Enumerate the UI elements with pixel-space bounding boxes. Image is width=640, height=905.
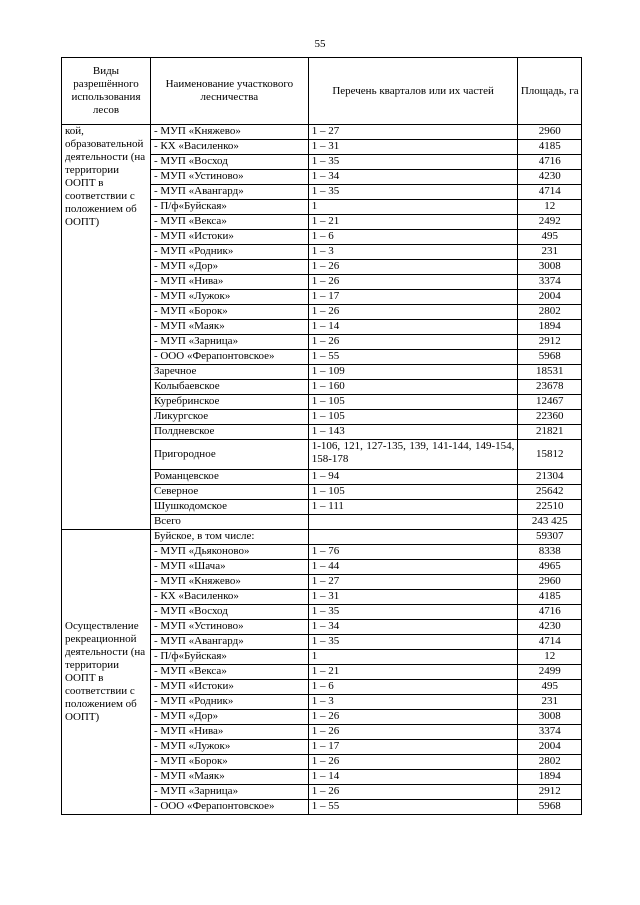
area-cell: 8338	[518, 545, 582, 560]
quarters-cell: 1-106, 121, 127-135, 139, 141-144, 149-154, 158-178	[308, 440, 518, 470]
forestry-cell: - МУП «Родник»	[150, 245, 308, 260]
forestry-cell: - МУП «Истоки»	[150, 680, 308, 695]
area-cell: 25642	[518, 485, 582, 500]
forestry-cell: - МУП «Восход	[150, 155, 308, 170]
forestry-cell: - МУП «Борок»	[150, 305, 308, 320]
area-cell: 3008	[518, 260, 582, 275]
quarters-cell: 1 – 26	[308, 785, 518, 800]
area-cell: 2004	[518, 290, 582, 305]
forestry-cell: - МУП «Нива»	[150, 725, 308, 740]
forestry-cell: - МУП «Шача»	[150, 560, 308, 575]
use-type-cell: кой, образовательной деятельности (на территории ООПТ в соответствии с положением об ООПТ)	[62, 125, 151, 530]
quarters-cell: 1 – 105	[308, 410, 518, 425]
quarters-cell: 1 – 35	[308, 155, 518, 170]
area-cell: 4185	[518, 140, 582, 155]
quarters-cell: 1 – 35	[308, 185, 518, 200]
forestry-cell: - МУП «Маяк»	[150, 320, 308, 335]
area-cell: 4714	[518, 185, 582, 200]
quarters-cell: 1 – 26	[308, 305, 518, 320]
quarters-cell: 1 – 44	[308, 560, 518, 575]
quarters-cell: 1 – 17	[308, 290, 518, 305]
quarters-cell: 1 – 105	[308, 395, 518, 410]
quarters-cell: 1 – 109	[308, 365, 518, 380]
forestry-cell: - КХ «Василенко»	[150, 140, 308, 155]
quarters-cell: 1 – 26	[308, 710, 518, 725]
quarters-cell: 1 – 111	[308, 500, 518, 515]
area-cell: 15812	[518, 440, 582, 470]
area-cell: 4965	[518, 560, 582, 575]
area-cell: 231	[518, 245, 582, 260]
forestry-cell: - МУП «Зарница»	[150, 785, 308, 800]
forestry-cell: - МУП «Восход	[150, 605, 308, 620]
area-cell: 2492	[518, 215, 582, 230]
area-cell: 18531	[518, 365, 582, 380]
forestry-cell: Буйское, в том числе:	[150, 530, 308, 545]
area-cell: 5968	[518, 350, 582, 365]
area-cell: 2960	[518, 575, 582, 590]
forestry-cell: - ООО «Ферапонтовское»	[150, 350, 308, 365]
area-cell: 12	[518, 200, 582, 215]
quarters-cell: 1 – 14	[308, 320, 518, 335]
area-cell: 2912	[518, 785, 582, 800]
table-row	[62, 125, 582, 140]
area-cell: 4230	[518, 170, 582, 185]
quarters-cell: 1 – 3	[308, 245, 518, 260]
quarters-cell: 1	[308, 200, 518, 215]
forestry-cell: - МУП «Родник»	[150, 695, 308, 710]
area-cell: 59307	[518, 530, 582, 545]
quarters-cell: 1 – 35	[308, 605, 518, 620]
quarters-cell: 1 – 6	[308, 230, 518, 245]
quarters-cell: 1 – 26	[308, 755, 518, 770]
quarters-cell: 1 – 143	[308, 425, 518, 440]
quarters-cell: 1 – 31	[308, 590, 518, 605]
quarters-cell: 1 – 34	[308, 170, 518, 185]
forestry-cell: - МУП «Княжево»	[150, 575, 308, 590]
forestry-cell: - МУП «Устиново»	[150, 170, 308, 185]
forestry-cell: Куребринское	[150, 395, 308, 410]
quarters-cell: 1 – 27	[308, 575, 518, 590]
area-cell: 2499	[518, 665, 582, 680]
quarters-cell: 1 – 26	[308, 275, 518, 290]
quarters-cell: 1 – 55	[308, 800, 518, 815]
area-cell: 21821	[518, 425, 582, 440]
quarters-cell	[308, 530, 518, 545]
area-cell: 3374	[518, 725, 582, 740]
quarters-cell: 1 – 6	[308, 680, 518, 695]
header-use: Виды разрешённого использования лесов	[62, 58, 151, 125]
area-cell: 12	[518, 650, 582, 665]
forestry-cell: - П/ф«Буйская»	[150, 200, 308, 215]
forestry-cell: - МУП «Векса»	[150, 215, 308, 230]
quarters-cell: 1 – 27	[308, 125, 518, 140]
area-cell: 21304	[518, 470, 582, 485]
header-forestry: Наименование участкового лесничества	[150, 58, 308, 125]
area-cell: 2802	[518, 305, 582, 320]
area-cell: 3374	[518, 275, 582, 290]
header-area: Площадь, га	[518, 58, 582, 125]
forestry-cell: Северное	[150, 485, 308, 500]
forestry-cell: Всего	[150, 515, 308, 530]
forestry-cell: - МУП «Княжево»	[150, 125, 308, 140]
quarters-cell: 1 – 26	[308, 260, 518, 275]
quarters-cell: 1 – 26	[308, 725, 518, 740]
quarters-cell: 1 – 94	[308, 470, 518, 485]
area-cell: 22510	[518, 500, 582, 515]
quarters-cell: 1 – 17	[308, 740, 518, 755]
forestry-cell: - МУП «Дьяконово»	[150, 545, 308, 560]
forestry-cell: - МУП «Истоки»	[150, 230, 308, 245]
forestry-cell: - МУП «Лужок»	[150, 290, 308, 305]
forestry-cell: Шушкодомское	[150, 500, 308, 515]
forestry-table	[61, 57, 582, 815]
forestry-cell: - МУП «Дор»	[150, 710, 308, 725]
quarters-cell	[308, 515, 518, 530]
forestry-cell: - МУП «Нива»	[150, 275, 308, 290]
forestry-cell: - МУП «Лужок»	[150, 740, 308, 755]
quarters-cell: 1 – 14	[308, 770, 518, 785]
forestry-cell: Ликургское	[150, 410, 308, 425]
quarters-cell: 1 – 21	[308, 215, 518, 230]
area-cell: 12467	[518, 395, 582, 410]
header-quarters: Перечень кварталов или их частей	[308, 58, 518, 125]
area-cell: 22360	[518, 410, 582, 425]
forestry-cell: Романцевское	[150, 470, 308, 485]
area-cell: 495	[518, 680, 582, 695]
table-body	[62, 125, 582, 815]
forestry-cell: - МУП «Устиново»	[150, 620, 308, 635]
table-header-row	[62, 58, 582, 125]
area-cell: 1894	[518, 770, 582, 785]
forestry-cell: Пригородное	[150, 440, 308, 470]
quarters-cell: 1 – 21	[308, 665, 518, 680]
area-cell: 4716	[518, 155, 582, 170]
quarters-cell: 1 – 160	[308, 380, 518, 395]
area-cell: 1894	[518, 320, 582, 335]
forestry-cell: - МУП «Маяк»	[150, 770, 308, 785]
table-row	[62, 530, 582, 545]
forestry-cell: - МУП «Зарница»	[150, 335, 308, 350]
forestry-cell: - МУП «Авангард»	[150, 185, 308, 200]
area-cell: 23678	[518, 380, 582, 395]
area-cell: 4230	[518, 620, 582, 635]
forestry-cell: - МУП «Борок»	[150, 755, 308, 770]
use-type-cell: Осуществление рекреационной деятельности (на территории ООПТ в соответствии с положением об ООПТ)	[62, 530, 151, 815]
quarters-cell: 1 – 35	[308, 635, 518, 650]
area-cell: 2004	[518, 740, 582, 755]
forestry-cell: - П/ф«Буйская»	[150, 650, 308, 665]
area-cell: 2912	[518, 335, 582, 350]
area-cell: 3008	[518, 710, 582, 725]
area-cell: 2802	[518, 755, 582, 770]
forestry-cell: Заречное	[150, 365, 308, 380]
forestry-cell: - МУП «Авангард»	[150, 635, 308, 650]
quarters-cell: 1 – 26	[308, 335, 518, 350]
area-cell: 231	[518, 695, 582, 710]
forestry-cell: - МУП «Векса»	[150, 665, 308, 680]
quarters-cell: 1 – 3	[308, 695, 518, 710]
area-cell: 243 425	[518, 515, 582, 530]
quarters-cell: 1 – 31	[308, 140, 518, 155]
forestry-cell: Полдневское	[150, 425, 308, 440]
quarters-cell: 1 – 34	[308, 620, 518, 635]
forestry-cell: - ООО «Ферапонтовское»	[150, 800, 308, 815]
quarters-cell: 1	[308, 650, 518, 665]
forestry-cell: Колыбаевское	[150, 380, 308, 395]
area-cell: 2960	[518, 125, 582, 140]
area-cell: 4185	[518, 590, 582, 605]
forestry-cell: - КХ «Василенко»	[150, 590, 308, 605]
quarters-cell: 1 – 105	[308, 485, 518, 500]
quarters-cell: 1 – 76	[308, 545, 518, 560]
area-cell: 4716	[518, 605, 582, 620]
area-cell: 495	[518, 230, 582, 245]
page-number: 55	[314, 38, 326, 50]
quarters-cell: 1 – 55	[308, 350, 518, 365]
area-cell: 5968	[518, 800, 582, 815]
area-cell: 4714	[518, 635, 582, 650]
forestry-cell: - МУП «Дор»	[150, 260, 308, 275]
